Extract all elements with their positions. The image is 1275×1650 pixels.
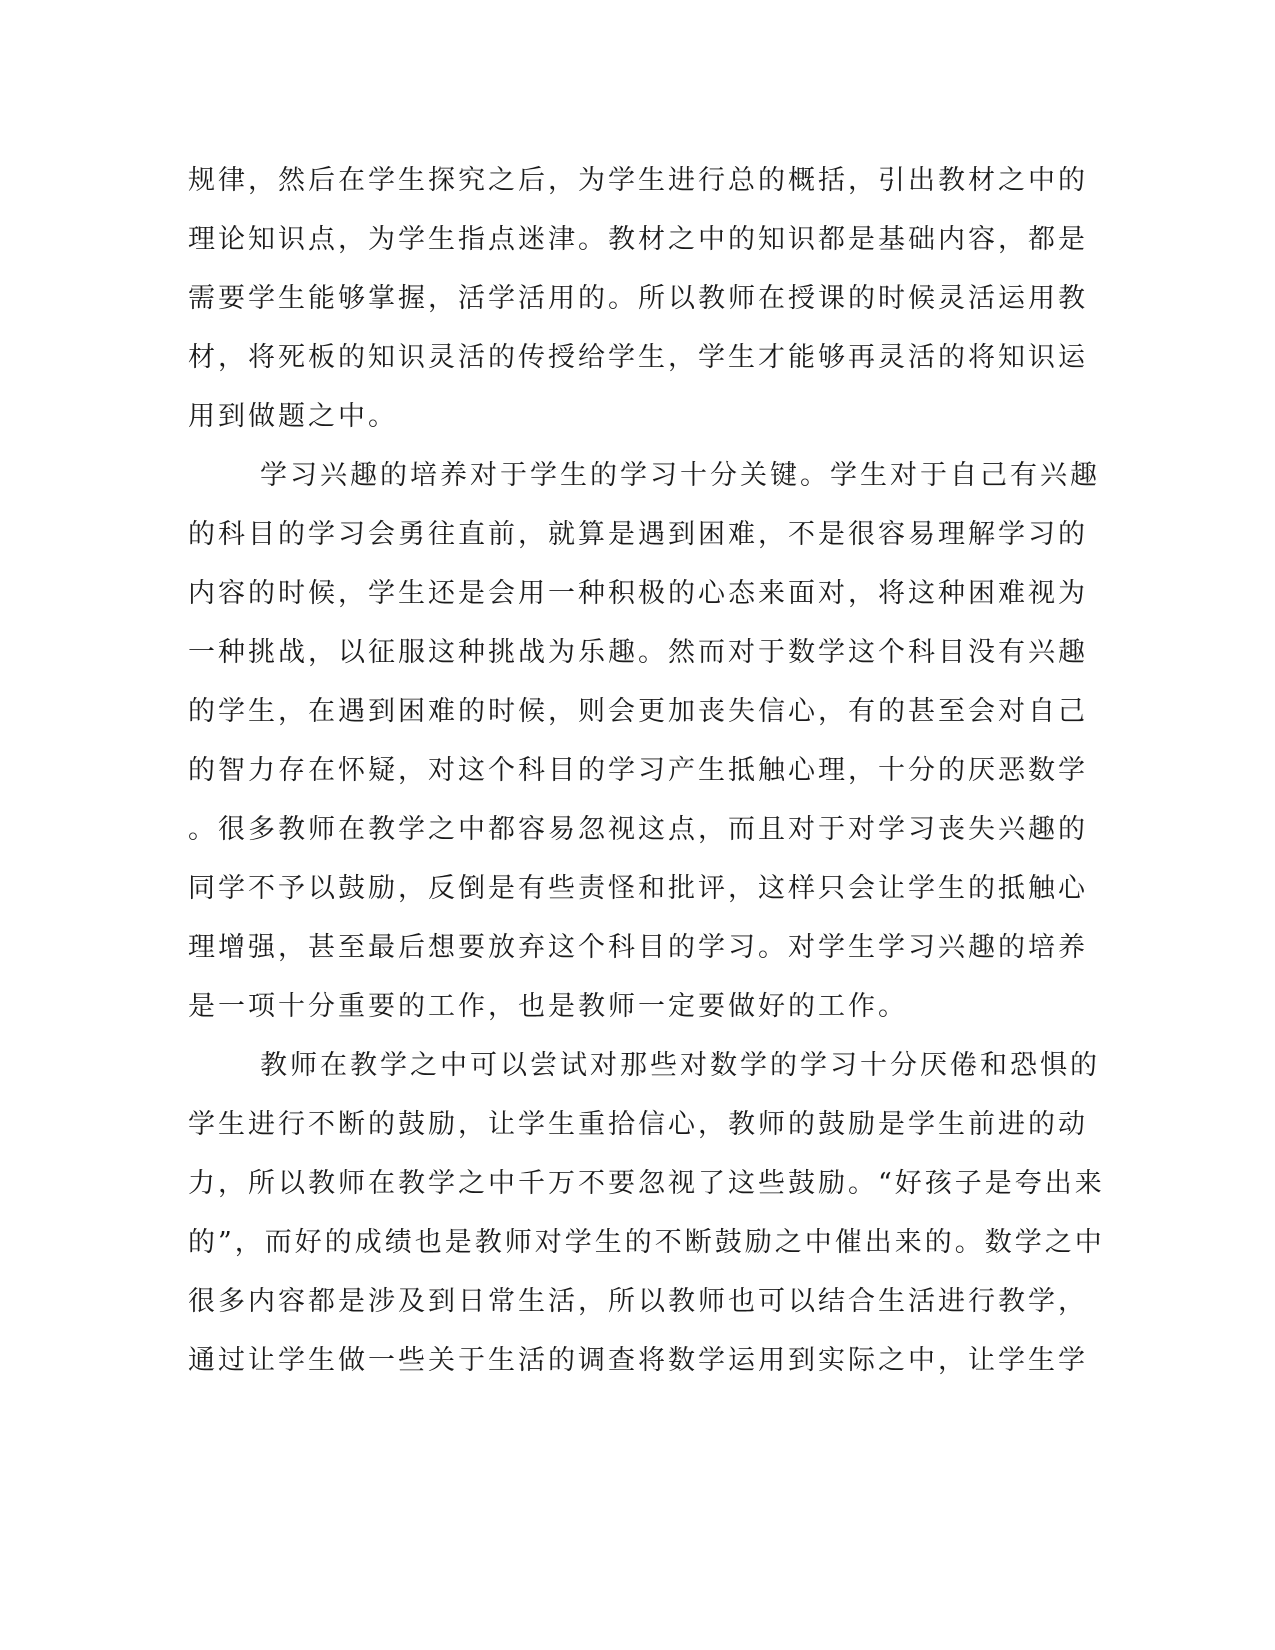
text-line: 内容的时候，学生还是会用一种积极的心态来面对，将这种困难视为 (188, 578, 1088, 609)
text-line: 的科目的学习会勇往直前，就算是遇到困难，不是很容易理解学习的 (188, 519, 1088, 550)
text-line: 一种挑战，以征服这种挑战为乐趣。然而对于数学这个科目没有兴趣 (188, 637, 1088, 668)
text-line: 用到做题之中。 (188, 401, 398, 432)
text-line: 力，所以教师在教学之中千万不要忽视了这些鼓励。“好孩子是夸出来 (188, 1168, 1105, 1199)
text-line: 规律，然后在学生探究之后，为学生进行总的概括，引出教材之中的 (188, 165, 1088, 196)
paragraph-first-line: 学习兴趣的培养对于学生的学习十分关键。学生对于自己有兴趣 (260, 460, 1100, 491)
text-line: 很多内容都是涉及到日常生活，所以教师也可以结合生活进行教学， (188, 1286, 1088, 1317)
text-line: 的学生，在遇到困难的时候，则会更加丧失信心，有的甚至会对自己 (188, 696, 1088, 727)
text-line: 。很多教师在教学之中都容易忽视这点，而且对于对学习丧失兴趣的 (188, 814, 1088, 845)
paragraph-first-line: 教师在教学之中可以尝试对那些对数学的学习十分厌倦和恐惧的 (260, 1050, 1100, 1081)
text-line: 同学不予以鼓励，反倒是有些责怪和批评，这样只会让学生的抵触心 (188, 873, 1088, 904)
text-line: 是一项十分重要的工作，也是教师一定要做好的工作。 (188, 991, 908, 1022)
text-line: 理增强，甚至最后想要放弃这个科目的学习。对学生学习兴趣的培养 (188, 932, 1088, 963)
text-line: 的智力存在怀疑，对这个科目的学习产生抵触心理，十分的厌恶数学 (188, 755, 1088, 786)
text-line: 需要学生能够掌握，活学活用的。所以教师在授课的时候灵活运用教 (188, 283, 1088, 314)
text-line: 材，将死板的知识灵活的传授给学生，学生才能够再灵活的将知识运 (188, 342, 1088, 373)
text-line: 学生进行不断的鼓励，让学生重拾信心，教师的鼓励是学生前进的动 (188, 1109, 1088, 1140)
text-line: 理论知识点，为学生指点迷津。教材之中的知识都是基础内容，都是 (188, 224, 1088, 255)
text-line: 的”，而好的成绩也是教师对学生的不断鼓励之中催出来的。数学之中 (188, 1227, 1105, 1258)
text-line: 通过让学生做一些关于生活的调查将数学运用到实际之中，让学生学 (188, 1345, 1088, 1376)
